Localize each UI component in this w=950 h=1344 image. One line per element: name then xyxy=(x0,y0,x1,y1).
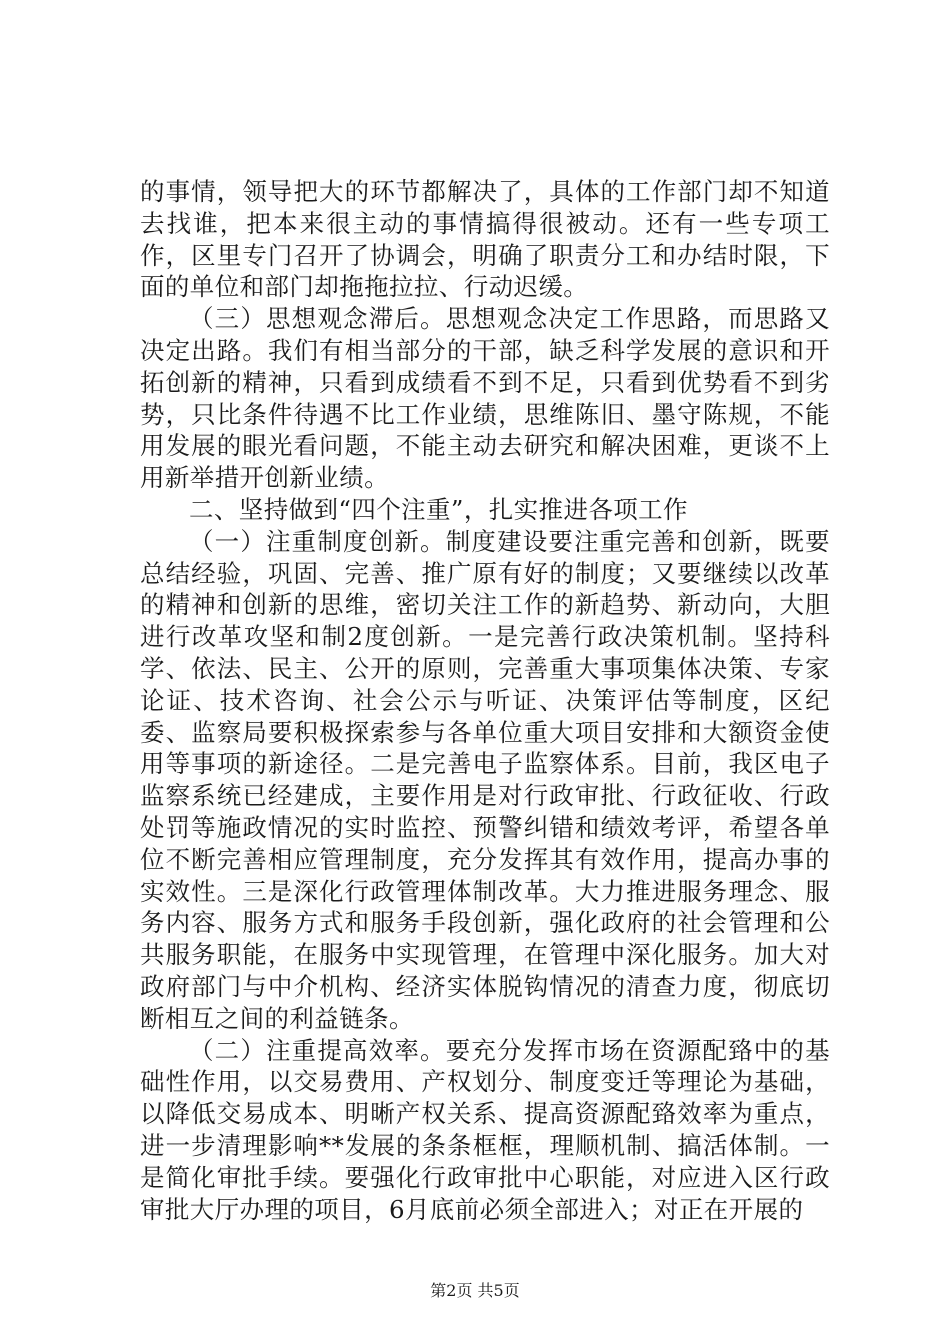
document-body xyxy=(140,176,830,1225)
paragraph-continuation: 的事情，领导把大的环节都解决了，具体的工作部门却不知道去找谁，把本来很主动的事情搞得很被动。还有一些专项工作，区里专门召开了协调会，明确了职责分工和办结时限，下面的单位和部门却拖拖拉拉、行动迟缓。 xyxy=(140,177,830,302)
paragraph-ideology-lag: （三）思想观念滞后。思想观念决定工作思路，而思路又决定出路。我们有相当部分的干部，缺乏科学发展的意识和开拓创新的精神，只看到成绩看不到不足，只看到优势看不到劣势，只比条件待遇不比工作业绩，思维陈旧、墨守陈规，不能用发展的眼光看问题，不能主动去研究和解决困难，更谈不上用新举措开创新业绩。 xyxy=(140,304,830,493)
section-heading-four-focuses: 二、坚持做到“四个注重”，扎实推进各项工作 xyxy=(189,494,688,524)
paragraph-institutional-innovation: （一）注重制度创新。制度建设要注重完善和创新，既要总结经验，巩固、完善、推广原有好的制度；又要继续以改革的精神和创新的思维，密切关注工作的新趋势、新动向，大胆进行改革攻坚和制2度创新。一是完善行政决策机制。坚持科学、依法、民主、公开的原则，完善重大事项集体决策、专家论证、技术咨询、社会公示与听证、决策评估等制度，区纪委、监察局要积极探索参与各单位重大项目安排和大额资金使用等事项的新途径。二是完善电子监察体系。目前，我区电子监察系统已经建成，主要作用是对行政审批、行政征收、行政处罚等施政情况的实时监控、预警纠错和绩效考评，希望各单位不断完善相应管理制度，充分发挥其有效作用，提高办事的实效性。三是深化行政管理体制改革。大力推进服务理念、服务内容、服务方式和服务手段创新，强化政府的社会管理和公共服务职能，在服务中实现管理，在管理中深化服务。加大对政府部门与中介机构、经济实体脱钩情况的清查力度，彻底切断相互之间的利益链条。 xyxy=(140,526,830,1033)
paragraph-improve-efficiency: （二）注重提高效率。要充分发挥市场在资源配臵中的基础性作用，以交易费用、产权划分、制度变迁等理论为基础，以降低交易成本、明晰产权关系、提高资源配臵效率为重点，进一步清理影响**发展的条条框框，理顺机制、搞活体制。一是简化审批手续。要强化行政审批中心职能，对应进入区行政审批大厅办理的项目，6月底前必须全部进入；对正在开展的 xyxy=(140,1035,830,1224)
page-number-footer: 第2页 共5页 xyxy=(430,1281,520,1300)
